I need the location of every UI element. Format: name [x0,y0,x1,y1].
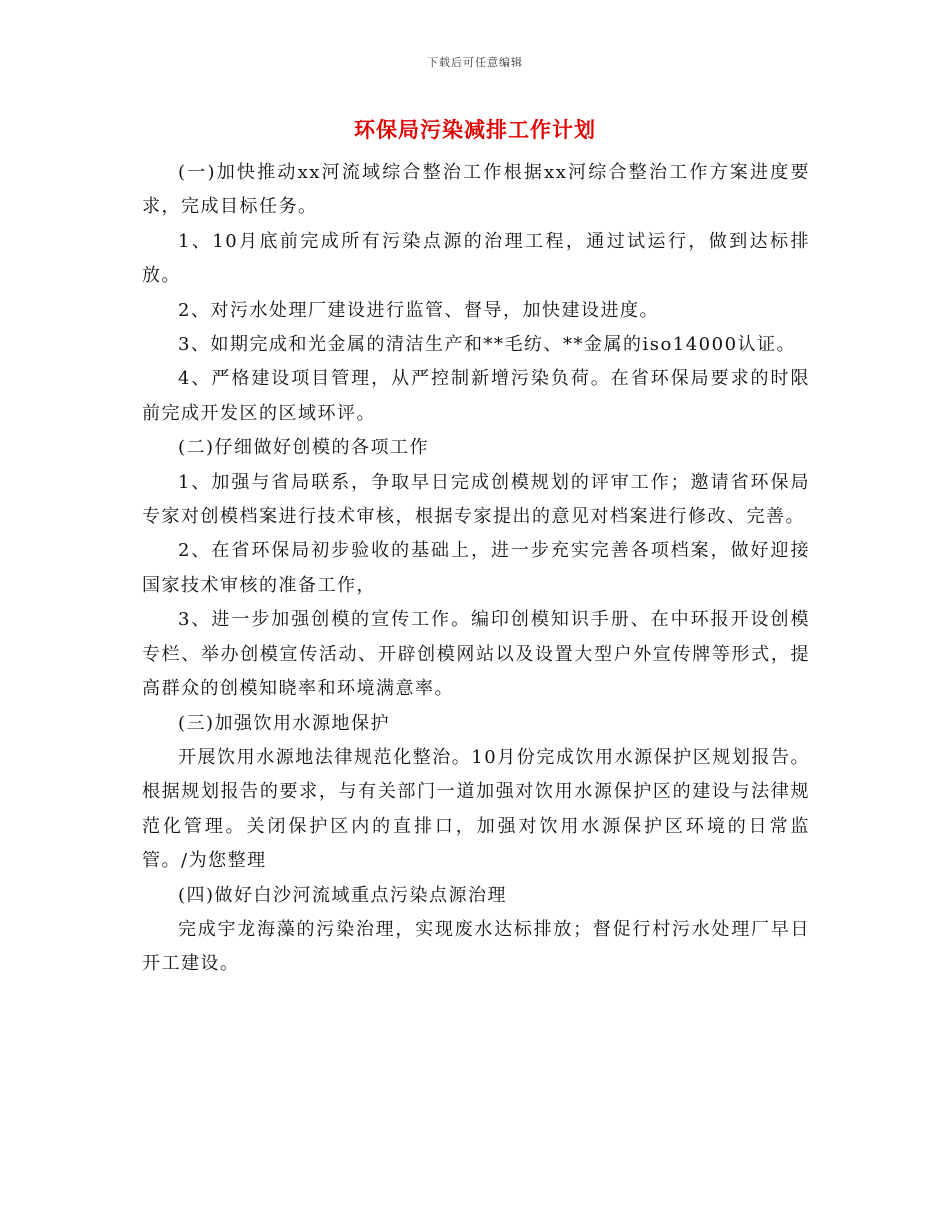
paragraph-item: 4、严格建设项目管理，从严控制新增污染负荷。在省环保局要求的时限前完成开发区的区域环评。 [142,368,810,424]
paragraph-section-4-heading: (四)做好白沙河流域重点污染点源治理 [178,884,508,906]
document-body [142,156,810,982]
paragraph-item: 开展饮用水源地法律规范化整治。10月份完成饮用水源保护区规划报告。根据规划报告的要求，与有关部门一道加强对饮用水源保护区的建设与法律规范化管理。关闭保护区内的直排口，加强对饮用水源保护区环境的日常监管。/为您整理 [142,746,810,872]
paragraph-item: 1、加强与省局联系，争取早日完成创模规划的评审工作；邀请省环保局专家对创模档案进行技术审核，根据专家提出的意见对档案进行修改、完善。 [142,471,810,528]
document-title: 环保局污染减排工作计划 [354,117,596,142]
paragraph-item: 1、10月底前完成所有污染点源的治理工程，通过试运行，做到达标排放。 [142,230,810,287]
paragraph-item: 2、对污水处理厂建设进行监管、督导，加快建设进度。 [178,299,659,321]
paragraph-item: 完成宇龙海藻的污染治理，实现废水达标排放；督促行村污水处理厂早日开工建设。 [142,918,810,975]
paragraph-item: 3、如期完成和光金属的清洁生产和**毛纺、**金属的iso14000认证。 [178,334,797,356]
paragraph-section-1-heading: (一)加快推动xx河流域综合整治工作根据xx河综合整治工作方案进度要求，完成目标任务。 [142,162,810,218]
paragraph-item: 2、在省环保局初步验收的基础上，进一步充实完善各项档案，做好迎接国家技术审核的准备工作， [142,540,810,596]
paragraph-section-2-heading: (二)仔细做好创模的各项工作 [178,437,430,459]
page-header-note: 下载后可任意编辑 [427,56,523,69]
paragraph-item: 3、进一步加强创模的宣传工作。编印创模知识手册、在中环报开设创模专栏、举办创模宣传活动、开辟创模网站以及设置大型户外宣传牌等形式，提高群众的创模知晓率和环境满意率。 [142,609,810,700]
paragraph-section-3-heading: (三)加强饮用水源地保护 [178,712,391,734]
